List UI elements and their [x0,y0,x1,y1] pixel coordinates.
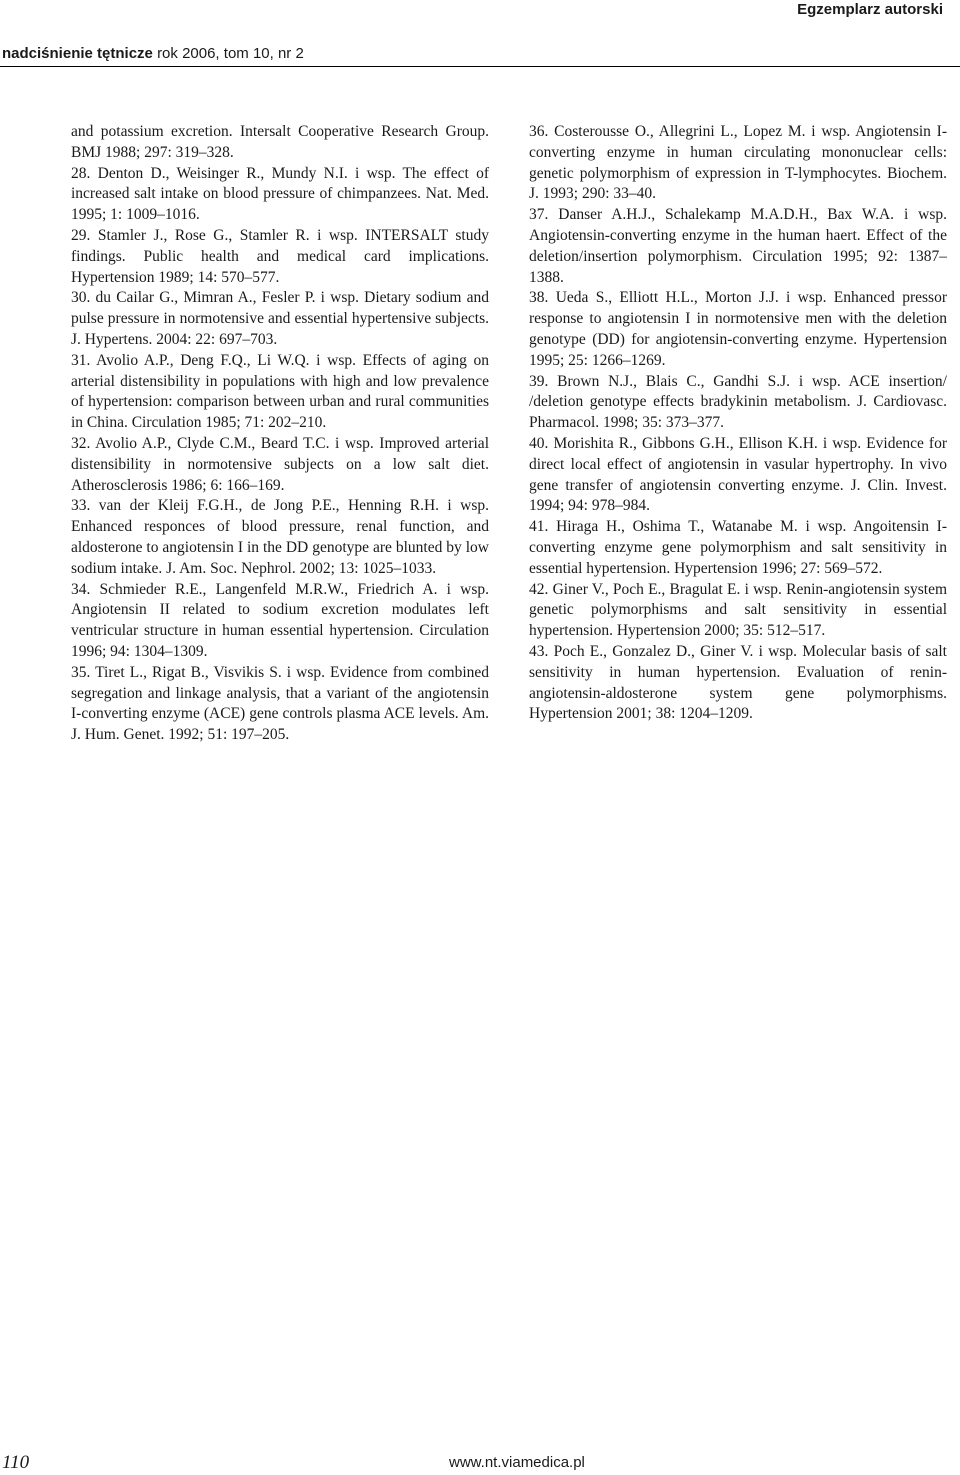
reference-item: 40. Morishita R., Gibbons G.H., Ellison K.H. i wsp. Evidence for direct local effect of angiotensin in vasular hypertrophy. In vivo gene transfer of angiotensin converting enzyme. J. Clin. Invest. 1994; 94: 978–984. [529,434,947,515]
reference-item: 33. van der Kleij F.G.H., de Jong P.E., Henning R.H. i wsp. Enhanced responces of blood pressure, renal function, and aldosterone to angiotensin I in the DD genotype are blunted by low sodium intake. J. Am. Soc. Nephrol. 2002; 13: 1025–1033. [71,497,489,577]
reference-item: 28. Denton D., Weisinger R., Mundy N.I. i wsp. The effect of increased salt intake on blood pressure of chimpanzees. Nat. Med. 1995; 1: 1009–1016. [71,164,489,224]
journal-issue: rok 2006, tom 10, nr 2 [157,45,304,62]
reference-item: 37. Danser A.H.J., Schalekamp M.A.D.H., Bax W.A. i wsp. Angiotensin-converting enzyme in the human haert. Effect of the deletion/insertion polymorphism. Circulation 1995; 92: 1387–1388. [529,206,947,286]
page-number: 110 [2,1452,30,1473]
header-divider [0,66,960,67]
reference-item: 30. du Cailar G., Mimran A., Fesler P. i wsp. Dietary sodium and pulse pressure in normotensive and essential hypertensive subjects. J. Hypertens. 2004: 22: 697–703. [71,289,489,348]
journal-title: nadciśnienie tętnicze [2,45,153,62]
reference-item: 38. Ueda S., Elliott H.L., Morton J.J. i wsp. Enhanced pressor response to angiotensin I in normotensive men with the deletion genotype (DD) for angiotensin-converting enzyme. Hypertension 1995; 25: 1266–1269. [529,289,947,369]
reference-item: 42. Giner V., Poch E., Bragulat E. i wsp. Renin-angiotensin system genetic polymorphisms and salt sensitivity in essential hypertension. Hypertension 2000; 35: 512–517. [529,580,947,640]
references-right-column [529,122,947,725]
reference-item: 36. Costerousse O., Allegrini L., Lopez M. i wsp. Angiotensin I-converting enzyme in human circulating mononuclear cells: genetic polymorphism of expression in T-lymphocytes. Biochem. J. 1993; 290: 33–40. [529,123,947,203]
reference-item: 34. Schmieder R.E., Langenfeld M.R.W., Friedrich A. i wsp. Angiotensin II related to sodium excretion modulates left ventricular structure in human essential hypertension. Circulation 1996; 94: 1304–1309. [71,580,489,660]
reference-item: 41. Hiraga H., Oshima T., Watanabe M. i wsp. Angoitensin I-converting enzyme gene polymorphism and salt sensitivity in essential hypertension. Hypertension 1996; 27: 569–572. [529,518,947,577]
reference-item: 43. Poch E., Gonzalez D., Giner V. i wsp. Molecular basis of salt sensitivity in human hypertension. Evaluation of renin-angiotensin-aldosterone system gene polymorphisms. Hypertension 2001; 38: 1204–1209. [529,642,947,723]
reference-item: 29. Stamler J., Rose G., Stamler R. i wsp. INTERSALT study findings. Public health and medical card implications. Hypertension 1989; 14: 570–577. [71,226,489,286]
reference-item: 39. Brown N.J., Blais C., Gandhi S.J. i wsp. ACE insertion/ /deletion genotype effects bradykinin metabolism. J. Cardiovasc. Pharmacol. 1998; 35: 373–377. [529,372,947,432]
reference-item: 32. Avolio A.P., Clyde C.M., Beard T.C. i wsp. Improved arterial distensibility in normotensive subjects on a low salt diet. Atherosclerosis 1986; 6: 166–169. [71,434,489,494]
reference-item: 31. Avolio A.P., Deng F.Q., Li W.Q. i wsp. Effects of aging on arterial distensibility in populations with high and low prevalence of hypertension: comparison between urban and rural communities in China. Circulation 1985; 71: 202–210. [71,351,489,432]
journal-header [2,44,304,64]
reference-item: and potassium excretion. Intersalt Cooperative Research Group. BMJ 1988; 297: 319–328. [71,123,489,161]
footer-url: www.nt.viamedica.pl [449,1454,585,1471]
reference-item: 35. Tiret L., Rigat B., Visvikis S. i wsp. Evidence from combined segregation and linkage analysis, that a variant of the angiotensin I-converting enzyme (ACE) gene controls plasma ACE levels. Am. J. Hum. Genet. 1992; 51: 197–205. [71,663,489,744]
watermark-text: Egzemplarz autorski [797,1,943,18]
references-left-column [71,122,489,746]
